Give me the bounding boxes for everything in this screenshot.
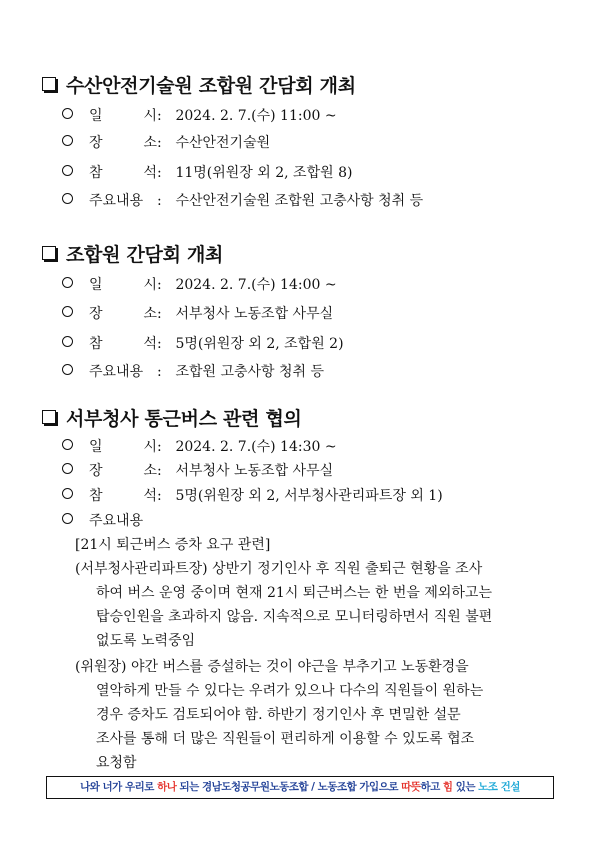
section-1-date: 일 시 : 2024. 2. 7.(수) 11:00 ~ xyxy=(62,106,337,126)
paragraph-first-line: (위원장) 야간 버스를 증설하는 것이 야근을 부추기고 노동환경을 xyxy=(75,659,469,675)
circle-bullet-icon xyxy=(62,463,73,474)
paragraph-line: 열악하게 만들 수 있다는 우려가 있으나 다수의 직원들이 원하는 xyxy=(96,683,484,699)
topic-heading: [21시 퇴근버스 증차 요구 관련] xyxy=(75,537,271,553)
circle-bullet-icon xyxy=(62,277,73,288)
circle-bullet-icon xyxy=(62,165,73,176)
paragraph-line: 없도록 노력중임 xyxy=(96,633,196,649)
circle-bullet-icon xyxy=(62,488,73,499)
section-title-1: 수산안전기술원 조합원 간담회 개최 xyxy=(42,71,356,98)
circle-bullet-icon xyxy=(62,193,73,204)
paragraph-line: 요청함 xyxy=(96,755,137,771)
section-2-date: 일 시 : 2024. 2. 7.(수) 14:00 ~ xyxy=(62,275,337,295)
section-title-2: 조합원 간담회 개최 xyxy=(42,240,223,267)
section-title-3: 서부청사 통근버스 관련 협의 xyxy=(42,404,302,431)
circle-bullet-icon xyxy=(62,108,73,119)
paragraph-line: 경우 증차도 검토되어야 함. 하반기 정기인사 후 면밀한 설문 xyxy=(96,707,461,723)
paragraph-first-line: (서부청사관리파트장) 상반기 정기인사 후 직원 출퇴근 현황을 조사 xyxy=(75,561,483,577)
footer-slogan-banner: 나와 너가 우리로 하나 되는 경남도청공무원노동조합 / 노동조합 가입으로 따뜻하고 힘 있는 노조 건설 xyxy=(46,776,554,799)
section-3-date: 일 시 : 2024. 2. 7.(수) 14:30 ~ xyxy=(62,437,337,457)
circle-bullet-icon xyxy=(62,364,73,375)
circle-bullet-icon xyxy=(62,336,73,347)
circle-bullet-icon xyxy=(62,306,73,317)
section-3-attendees: 참 석 : 5명(위원장 외 2, 서부청사관리파트장 외 1) xyxy=(62,486,443,506)
checkbox-square-icon xyxy=(42,246,56,260)
checkbox-square-icon xyxy=(42,410,56,424)
paragraph-line: 탑승인원을 초과하지 않음. 지속적으로 모니터링하면서 직원 불편 xyxy=(96,609,493,625)
section-1-place: 장 소 : 수산안전기술원 xyxy=(62,133,270,153)
section-2-place: 장 소 : 서부청사 노동조합 사무실 xyxy=(62,304,333,324)
paragraph-line: 하여 버스 운영 중이며 현재 21시 퇴근버스는 한 번을 제외하고는 xyxy=(96,585,492,601)
circle-bullet-icon xyxy=(62,135,73,146)
circle-bullet-icon xyxy=(62,439,73,450)
section-1-attendees: 참 석 : 11명(위원장 외 2, 조합원 8) xyxy=(62,163,352,183)
section-1-content: 주요내용: 수산안전기술원 조합원 고충사항 청취 등 xyxy=(62,191,423,211)
paragraph-line: 조사를 통해 더 많은 직원들이 편리하게 이용할 수 있도록 협조 xyxy=(96,731,475,747)
section-2-content: 주요내용: 조합원 고충사항 청취 등 xyxy=(62,362,324,382)
section-2-attendees: 참 석 : 5명(위원장 외 2, 조합원 2) xyxy=(62,334,344,354)
section-3-content: 주요내용 xyxy=(62,511,157,531)
checkbox-square-icon xyxy=(42,77,56,91)
circle-bullet-icon xyxy=(62,513,73,524)
section-3-place: 장 소 : 서부청사 노동조합 사무실 xyxy=(62,461,333,481)
